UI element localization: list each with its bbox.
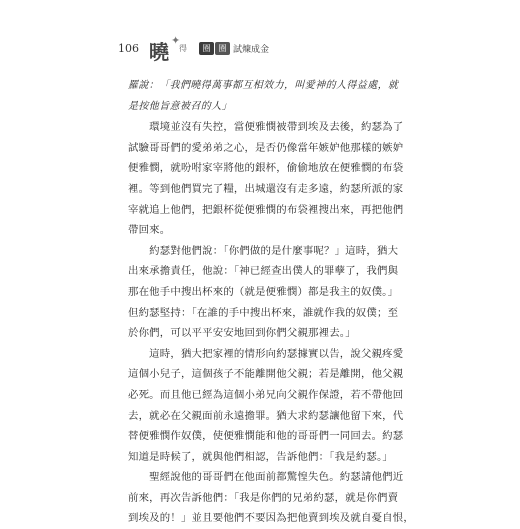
text-line: 便雅憫，就吩咐家宰將他的銀杯，偷偷地放在便雅憫的布袋 [128, 162, 404, 175]
text-line: 前來，再次告訴他們：「我是你們的兄弟約瑟，就是你們賣 [128, 491, 399, 504]
text-line: 到埃及的！」並且要他們不要因為把他賣到埃及就自憂自恨， [128, 512, 414, 525]
text-line: 於你們，可以平平安安地回到你們父親那裡去。」 [128, 327, 356, 340]
logo-main-char: 曉 [149, 40, 169, 64]
text-line: 去，就必在父親面前永遠擔罪。猶大求約瑟讓他留下來，代 [128, 409, 404, 422]
series-badge: 圈 [199, 42, 214, 55]
page-header [118, 34, 270, 64]
text-line: 知道是時候了，就與他們相認，告訴他們：「我是約瑟。」 [128, 450, 393, 463]
text-line: 這個小兒子，這個孩子不能離開他父親；若是離開，他父親 [128, 368, 404, 381]
bird-icon: ✦ [171, 34, 181, 47]
page-body [128, 76, 430, 529]
text-line: 約瑟對他們說：「你們做的是什麼事呢？」這時，猶大 [128, 244, 399, 257]
logo-sub-char: 得 [179, 44, 187, 53]
series-badge: 圈 [215, 42, 230, 55]
text-line: 羅說：「我們曉得萬事都互相效力，叫愛神的人得益處，就 [128, 80, 399, 91]
text-line: 裡。等到他們買完了糧，出城還沒有走多遠，約瑟所派的家 [128, 182, 404, 195]
series-title: 試煉成金 [233, 44, 270, 55]
paragraph [128, 241, 430, 344]
text-line: 替便雅憫作奴僕，使便雅憫能和他的哥哥們一同回去。約瑟 [128, 430, 404, 443]
text-line: 那在他手中搜出杯來的（就是便雅憫）都是我主的奴僕。」 [128, 285, 399, 298]
book-logo [149, 34, 197, 64]
text-line: 試驗哥哥們的愛弟弟之心，是否仍像當年嫉妒他那樣的嫉妒 [128, 141, 404, 154]
text-line: 是按他旨意被召的人」 [128, 100, 232, 112]
text-line: 但約瑟堅持：「在誰的手中搜出杯來，誰就作我的奴僕；至 [128, 306, 399, 319]
text-line: 宰就追上他們，把銀杯從便雅憫的布袋裡搜出來，再把他們 [128, 203, 404, 216]
text-line: 聖經說他的哥哥們在他面前都驚惶失色。約瑟請他們近 [128, 471, 404, 484]
paragraph [128, 467, 430, 529]
paragraph [128, 117, 430, 241]
text-line: 環境並沒有失控，當便雅憫被帶到埃及去後，約瑟為了 [128, 121, 404, 134]
text-line: 出來承擔責任，他說：「神已經查出僕人的罪孽了，我們與 [128, 265, 399, 278]
text-line: 這時，猶大把家裡的情形向約瑟據實以告，說父親疼愛 [128, 347, 404, 360]
scripture-quote [128, 76, 430, 117]
paragraph [128, 344, 430, 468]
text-line: 帶回來。 [128, 224, 171, 237]
text-line: 必死。而且他已經為這個小弟兄向父親作保證，若不帶他回 [128, 388, 404, 401]
page-number: 106 [118, 41, 139, 55]
